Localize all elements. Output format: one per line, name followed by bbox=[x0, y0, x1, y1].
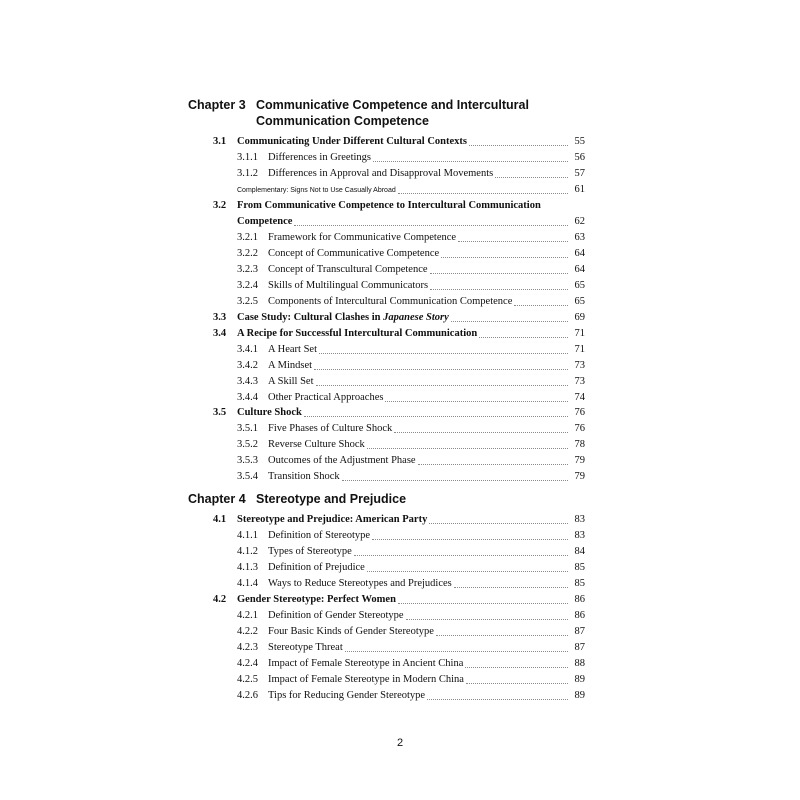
section-number: 3.4 bbox=[213, 328, 227, 339]
toc-subsection[interactable] bbox=[237, 294, 585, 310]
section-title-italic: Japanese Story bbox=[383, 312, 449, 323]
dot-leader bbox=[394, 432, 568, 433]
dot-leader bbox=[294, 225, 568, 226]
subsection-number: 4.2.2 bbox=[237, 626, 258, 637]
dot-leader bbox=[429, 523, 568, 524]
toc-section[interactable] bbox=[213, 405, 585, 421]
toc-subsection[interactable] bbox=[237, 469, 585, 485]
subsection-title: Components of Intercultural Communication Competence bbox=[268, 296, 513, 307]
page-number: 55 bbox=[574, 136, 585, 147]
page-number: 56 bbox=[574, 152, 585, 163]
page-number: 61 bbox=[574, 184, 585, 195]
subsection-title: Framework for Communicative Competence bbox=[268, 232, 457, 243]
subsection-title: Reverse Culture Shock bbox=[268, 439, 365, 450]
subsection-number: 4.2.6 bbox=[237, 690, 258, 701]
dot-leader bbox=[436, 635, 568, 636]
page-number: 65 bbox=[574, 280, 585, 291]
dot-leader bbox=[354, 555, 568, 556]
subsection-title: Five Phases of Culture Shock bbox=[268, 423, 393, 434]
toc-section[interactable] bbox=[213, 512, 585, 528]
toc-subsection[interactable] bbox=[237, 576, 585, 592]
subsection-title: A Mindset bbox=[268, 360, 313, 371]
subsection-title: Concept of Transcultural Competence bbox=[268, 264, 428, 275]
subsection-title: Stereotype Threat bbox=[268, 642, 343, 653]
complementary-title: Complementary: Signs Not to Use Casually Abroad bbox=[237, 187, 396, 194]
section-number: 3.5 bbox=[213, 407, 227, 418]
toc-subsection[interactable] bbox=[237, 421, 585, 437]
subsection-title: A Skill Set bbox=[268, 376, 314, 387]
dot-leader bbox=[372, 539, 568, 540]
dot-leader bbox=[367, 448, 568, 449]
page-number: 83 bbox=[574, 514, 585, 525]
section-title: A Recipe for Successful Intercultural Communication bbox=[237, 328, 478, 339]
dot-leader bbox=[406, 619, 568, 620]
subsection-title: Definition of Stereotype bbox=[268, 530, 371, 541]
page-number: 86 bbox=[574, 610, 585, 621]
section-title bbox=[237, 310, 449, 326]
subsection-number: 4.2.4 bbox=[237, 658, 258, 669]
dot-leader bbox=[314, 369, 568, 370]
subsection-number: 4.2.5 bbox=[237, 674, 258, 685]
dot-leader bbox=[451, 321, 568, 322]
page-number: 65 bbox=[574, 296, 585, 307]
chapter-heading[interactable] bbox=[188, 491, 406, 507]
toc-subsection[interactable] bbox=[237, 390, 585, 406]
subsection-number: 3.2.3 bbox=[237, 264, 258, 275]
toc-subsection[interactable] bbox=[237, 358, 585, 374]
subsection-number: 3.1.2 bbox=[237, 168, 258, 179]
section-number: 4.2 bbox=[213, 594, 227, 605]
subsection-title: Concept of Communicative Competence bbox=[268, 248, 440, 259]
section-title: Stereotype and Prejudice: American Party bbox=[237, 514, 428, 525]
subsection-title: Four Basic Kinds of Gender Stereotype bbox=[268, 626, 434, 637]
toc-subsection[interactable] bbox=[237, 342, 585, 358]
toc-section[interactable] bbox=[213, 134, 585, 150]
toc-section[interactable] bbox=[213, 326, 585, 342]
page-number: 73 bbox=[574, 376, 585, 387]
toc-subsection[interactable] bbox=[237, 544, 585, 560]
subsection-number: 3.2.5 bbox=[237, 296, 258, 307]
section-number: 3.2 bbox=[213, 200, 227, 211]
toc-subsection[interactable] bbox=[237, 246, 585, 262]
subsection-title: Types of Stereotype bbox=[268, 546, 352, 557]
page-number: 84 bbox=[574, 546, 585, 557]
chapter-label: Chapter 4 bbox=[188, 492, 246, 506]
dot-leader bbox=[342, 480, 568, 481]
toc-subsection[interactable] bbox=[237, 528, 585, 544]
page-number: 85 bbox=[574, 562, 585, 573]
page-number: 89 bbox=[574, 674, 585, 685]
subsection-number: 3.4.3 bbox=[237, 376, 258, 387]
dot-leader bbox=[398, 603, 568, 604]
chapter-title-continued: Communication Competence bbox=[256, 114, 429, 128]
subsection-number: 3.2.4 bbox=[237, 280, 258, 291]
page-number: 87 bbox=[574, 626, 585, 637]
dot-leader bbox=[304, 416, 568, 417]
subsection-number: 3.5.3 bbox=[237, 455, 258, 466]
dot-leader bbox=[316, 385, 568, 386]
subsection-title: Definition of Prejudice bbox=[268, 562, 365, 573]
toc-subsection[interactable] bbox=[237, 374, 585, 390]
section-number: 3.1 bbox=[213, 136, 227, 147]
dot-leader bbox=[430, 273, 568, 274]
dot-leader bbox=[385, 401, 568, 402]
page-number: 78 bbox=[574, 439, 585, 450]
section-number: 4.1 bbox=[213, 514, 227, 525]
toc-subsection[interactable] bbox=[237, 437, 585, 453]
dot-leader bbox=[430, 289, 568, 290]
chapter-title: Communicative Competence and Intercultural bbox=[256, 98, 529, 112]
page-number: 57 bbox=[574, 168, 585, 179]
dot-leader bbox=[373, 161, 568, 162]
subsection-title: Other Practical Approaches bbox=[268, 392, 384, 403]
section-title: Communicating Under Different Cultural Contexts bbox=[237, 136, 468, 147]
subsection-title: Ways to Reduce Stereotypes and Prejudices bbox=[268, 578, 452, 589]
subsection-title: Outcomes of the Adjustment Phase bbox=[268, 455, 416, 466]
dot-leader bbox=[469, 145, 568, 146]
subsection-title: Skills of Multilingual Communicators bbox=[268, 280, 429, 291]
toc-subsection[interactable] bbox=[237, 656, 585, 672]
toc-complementary[interactable] bbox=[237, 182, 585, 198]
dot-leader bbox=[367, 571, 568, 572]
toc-section[interactable] bbox=[213, 198, 585, 214]
page-number: 62 bbox=[574, 216, 585, 227]
dot-leader bbox=[495, 177, 568, 178]
page-number: 85 bbox=[574, 578, 585, 589]
subsection-number: 4.1.2 bbox=[237, 546, 258, 557]
toc-subsection[interactable] bbox=[237, 166, 585, 182]
section-title: From Communicative Competence to Intercultural Communication bbox=[237, 200, 541, 211]
subsection-title: Tips for Reducing Gender Stereotype bbox=[268, 690, 426, 701]
section-number: 3.3 bbox=[213, 312, 227, 323]
page-number: 69 bbox=[574, 312, 585, 323]
toc-subsection[interactable] bbox=[237, 150, 585, 166]
subsection-number: 4.2.1 bbox=[237, 610, 258, 621]
chapter-label: Chapter 3 bbox=[188, 98, 246, 112]
subsection-number: 4.1.4 bbox=[237, 578, 258, 589]
toc-subsection[interactable] bbox=[237, 230, 585, 246]
subsection-number: 3.5.1 bbox=[237, 423, 258, 434]
subsection-title: Differences in Approval and Disapproval Movements bbox=[268, 168, 494, 179]
page-number: 88 bbox=[574, 658, 585, 669]
toc-section[interactable] bbox=[213, 592, 585, 608]
dot-leader bbox=[514, 305, 568, 306]
subsection-title: Impact of Female Stereotype in Ancient China bbox=[268, 658, 464, 669]
section-title-continued: Competence bbox=[237, 216, 293, 227]
subsection-title: Definition of Gender Stereotype bbox=[268, 610, 404, 621]
dot-leader bbox=[466, 683, 568, 684]
subsection-title: Impact of Female Stereotype in Modern China bbox=[268, 674, 464, 685]
dot-leader bbox=[398, 193, 568, 194]
chapter-title: Stereotype and Prejudice bbox=[256, 492, 407, 506]
subsection-number: 4.1.3 bbox=[237, 562, 258, 573]
page-number: 86 bbox=[574, 594, 585, 605]
toc-section-continued[interactable] bbox=[237, 214, 585, 230]
section-title: Culture Shock bbox=[237, 407, 302, 418]
dot-leader bbox=[479, 337, 568, 338]
toc-subsection[interactable] bbox=[237, 640, 585, 656]
page-number: 87 bbox=[574, 642, 585, 653]
dot-leader bbox=[427, 699, 568, 700]
page-number: 64 bbox=[574, 264, 585, 275]
subsection-number: 3.5.4 bbox=[237, 471, 258, 482]
subsection-number: 3.5.2 bbox=[237, 439, 258, 450]
page-number: 73 bbox=[574, 360, 585, 371]
page-number: 83 bbox=[574, 530, 585, 541]
chapter-heading[interactable] bbox=[188, 97, 529, 129]
toc-subsection[interactable] bbox=[237, 262, 585, 278]
toc-subsection[interactable] bbox=[237, 672, 585, 688]
subsection-number: 3.4.4 bbox=[237, 392, 258, 403]
toc-subsection[interactable] bbox=[237, 688, 585, 704]
subsection-number: 3.4.1 bbox=[237, 344, 258, 355]
page-number: 76 bbox=[574, 407, 585, 418]
subsection-number: 4.1.1 bbox=[237, 530, 258, 541]
subsection-title: Differences in Greetings bbox=[268, 152, 372, 163]
dot-leader bbox=[465, 667, 568, 668]
subsection-number: 3.1.1 bbox=[237, 152, 258, 163]
page-number: 74 bbox=[574, 392, 585, 403]
subsection-title: A Heart Set bbox=[268, 344, 317, 355]
toc-section[interactable] bbox=[213, 310, 585, 326]
toc-subsection[interactable] bbox=[237, 453, 585, 469]
dot-leader bbox=[458, 241, 568, 242]
page-number: 64 bbox=[574, 248, 585, 259]
dot-leader bbox=[418, 464, 568, 465]
page-number: 79 bbox=[574, 455, 585, 466]
dot-leader bbox=[345, 651, 568, 652]
dot-leader bbox=[454, 587, 568, 588]
page-number: 63 bbox=[574, 232, 585, 243]
toc-subsection[interactable] bbox=[237, 278, 585, 294]
subsection-number: 3.2.1 bbox=[237, 232, 258, 243]
subsection-title: Transition Shock bbox=[268, 471, 340, 482]
dot-leader bbox=[441, 257, 568, 258]
dot-leader bbox=[319, 353, 568, 354]
section-title-text: Case Study: Cultural Clashes in bbox=[237, 312, 384, 323]
page-number: 89 bbox=[574, 690, 585, 701]
subsection-number: 4.2.3 bbox=[237, 642, 258, 653]
toc-subsection[interactable] bbox=[237, 608, 585, 624]
subsection-number: 3.2.2 bbox=[237, 248, 258, 259]
page-number: 76 bbox=[574, 423, 585, 434]
toc-subsection[interactable] bbox=[237, 560, 585, 576]
section-title: Gender Stereotype: Perfect Women bbox=[237, 594, 396, 605]
page-number: 71 bbox=[574, 328, 585, 339]
toc-subsection[interactable] bbox=[237, 624, 585, 640]
page-number: 79 bbox=[574, 471, 585, 482]
subsection-number: 3.4.2 bbox=[237, 360, 258, 371]
page-number: 71 bbox=[574, 344, 585, 355]
footer-page-number: 2 bbox=[396, 737, 404, 749]
